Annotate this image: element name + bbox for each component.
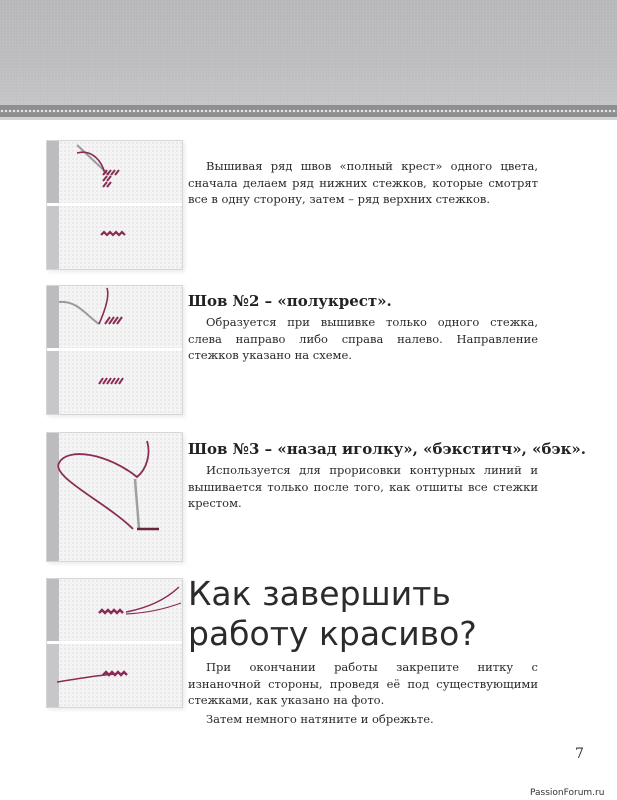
finish-paragraph-2: Затем немного натяните и обрежьте. (206, 711, 434, 726)
photo-half-cross (46, 285, 183, 415)
half-cross-illustration (47, 286, 182, 414)
watermark: PassionForum.ru (530, 788, 605, 798)
photo-full-cross (46, 140, 183, 270)
finish-title-line-1: Как завершить (188, 574, 451, 613)
finish-title (188, 574, 477, 654)
header-underline (0, 117, 617, 120)
page-number: 7 (575, 746, 584, 762)
section-1-paragraph: Вышивая ряд швов «полный крест» одного цвета, сначала делаем ряд нижних стежков, которые смотрят все в одну сторону, затем – ряд верхних стежков. (188, 159, 538, 206)
section-2-paragraph: Образуется при вышивке только одного стежка, слева направо либо справа налево. Направление стежков указано на схеме. (188, 315, 538, 362)
header-stitch-border (0, 105, 617, 117)
section-1-text (188, 158, 538, 208)
section-3-heading: Шов №3 – «назад иголку», «бэкститч», «бэк». (188, 440, 587, 458)
section-2-text (188, 292, 538, 364)
finish-title-line-2: работу красиво? (188, 614, 477, 653)
photo-finishing (46, 578, 183, 708)
photo-backstitch (46, 432, 183, 562)
header-fabric-texture (0, 0, 617, 105)
section-3-paragraph: Используется для прорисовки контурных линий и вышивается только после того, как отшиты все стежки крестом. (188, 463, 538, 510)
finish-paragraph-1: При окончании работы закрепите нитку с изнаночной стороны, проведя её под существующими стежками, как указано на фото. (188, 660, 538, 707)
backstitch-illustration (47, 433, 182, 561)
full-cross-illustration (47, 141, 182, 269)
header-fabric-band (0, 0, 617, 105)
header-stitch-dots (0, 109, 617, 113)
finish-text (188, 659, 538, 727)
section-2-heading: Шов №2 – «полукрест». (188, 292, 392, 310)
finishing-illustration (47, 579, 182, 707)
section-3-text (188, 440, 587, 512)
